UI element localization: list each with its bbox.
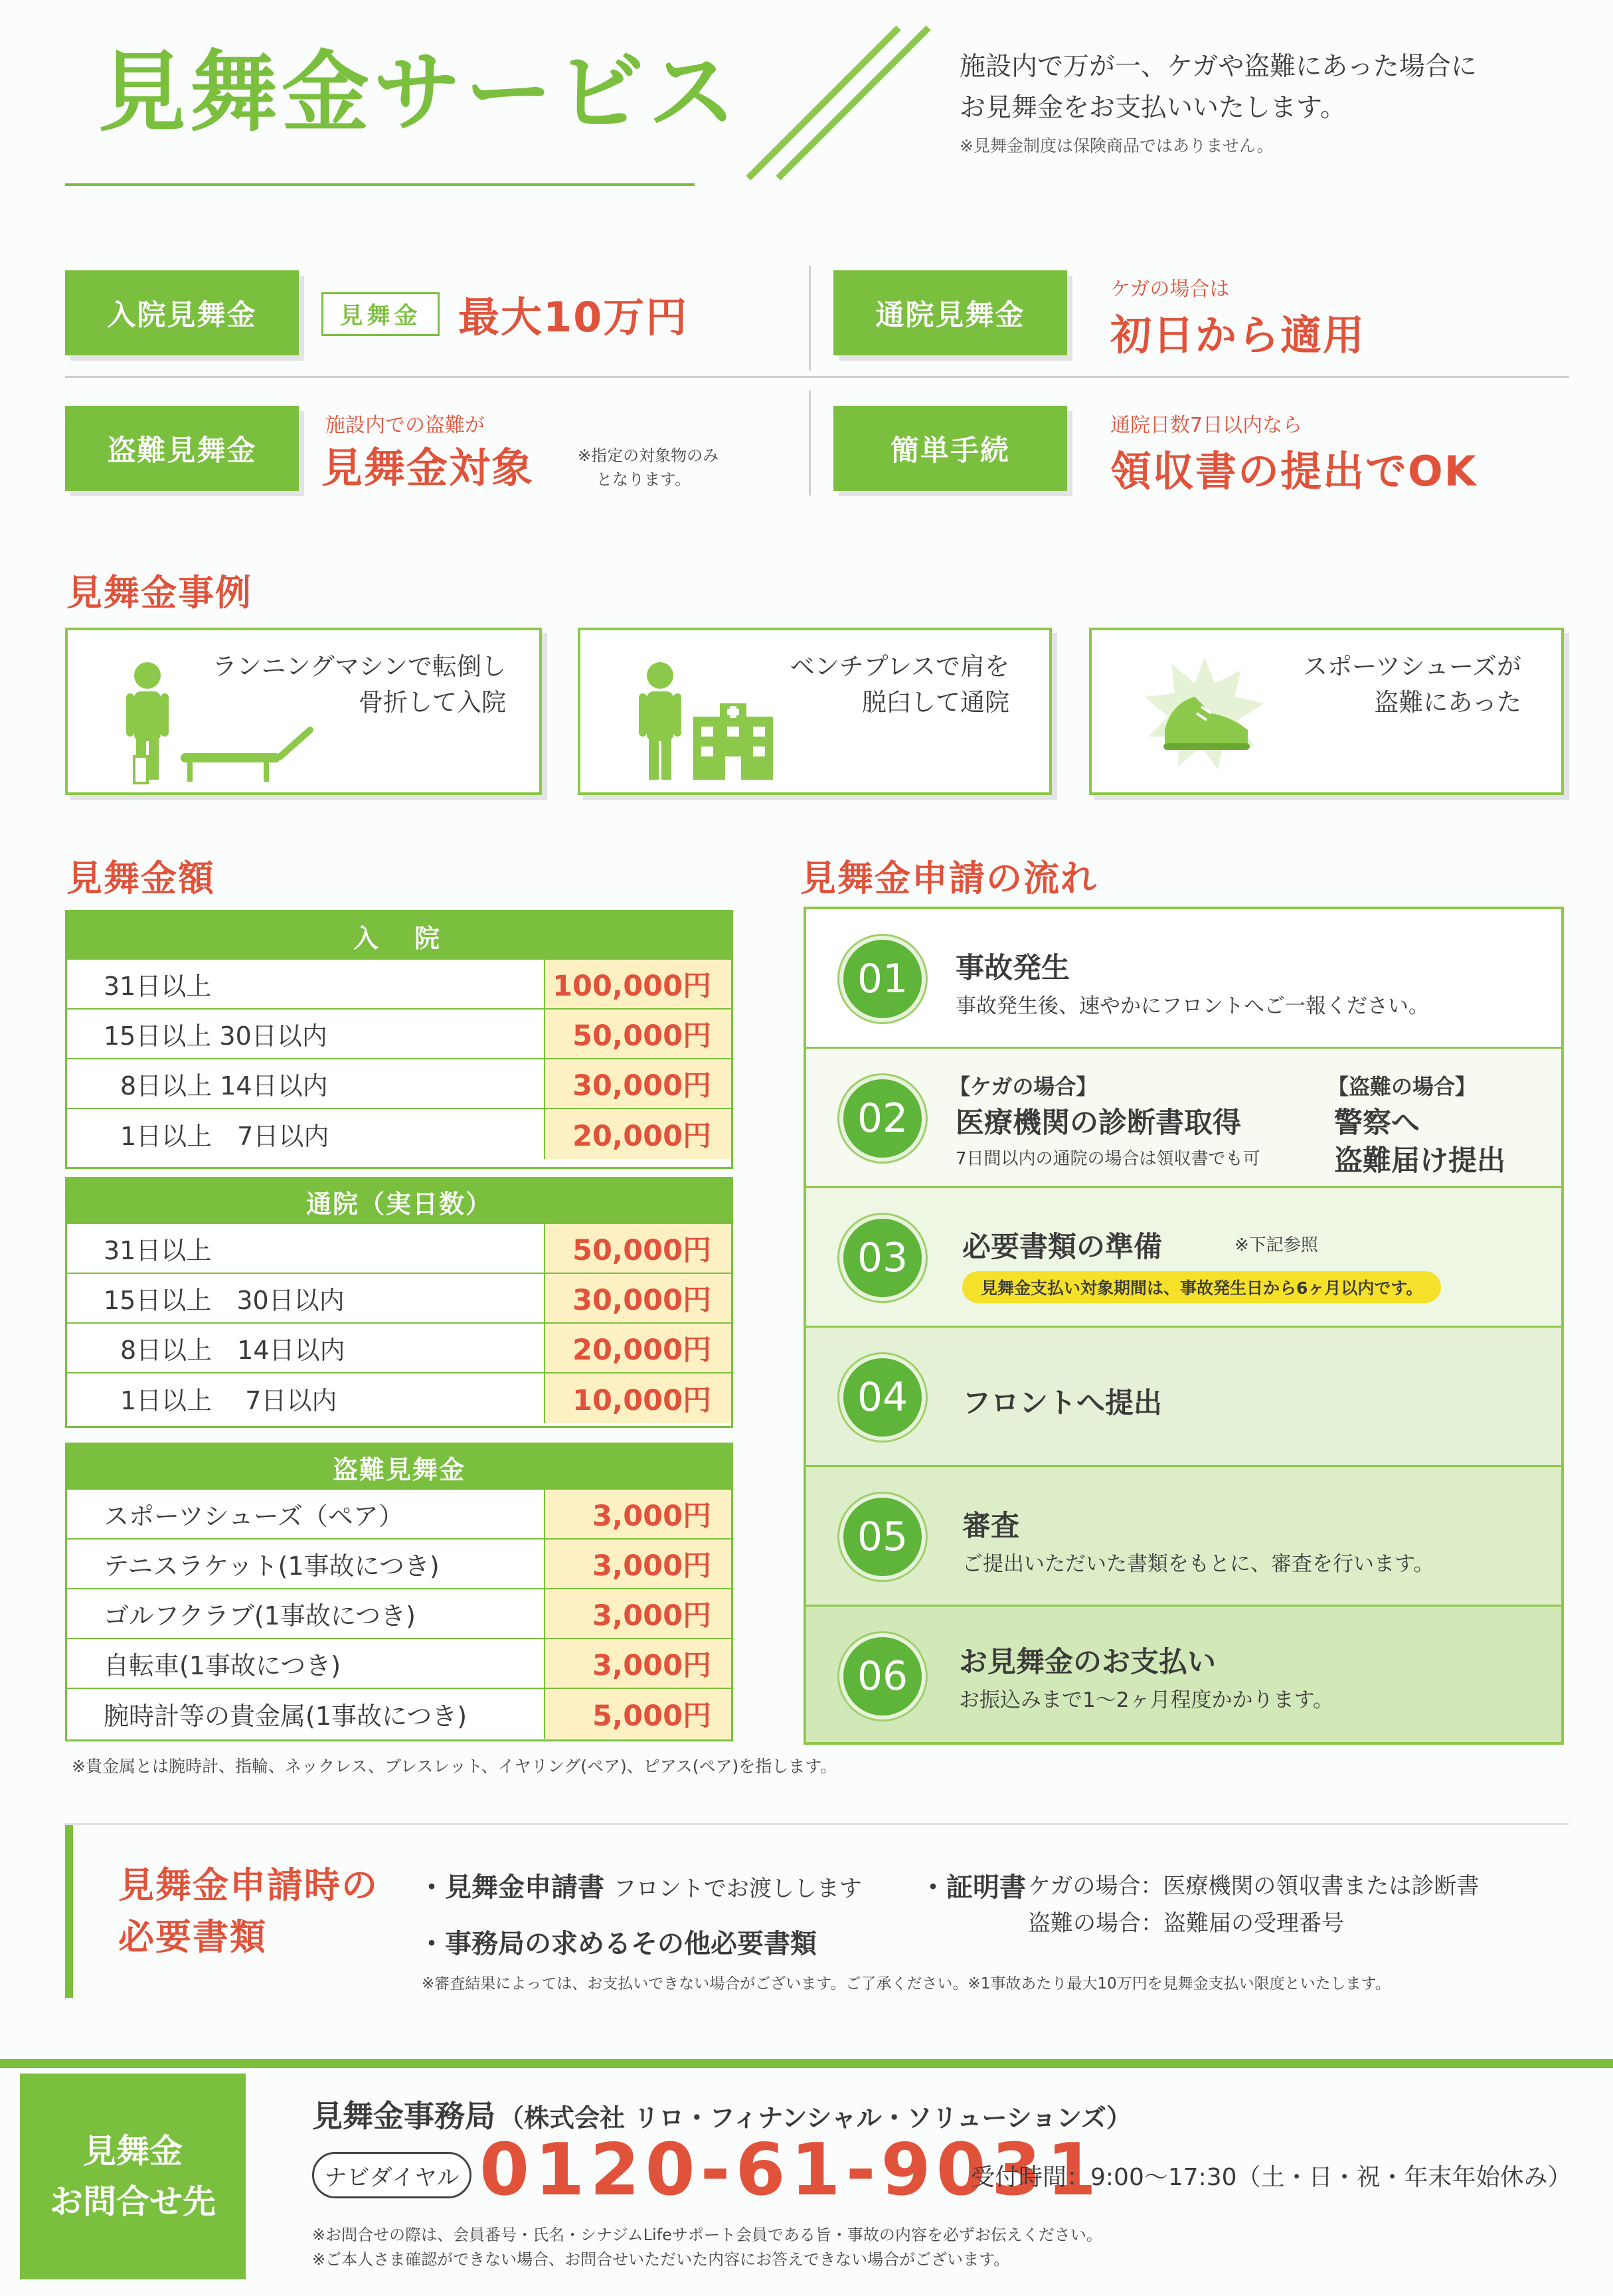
outpatient-amount-table — [65, 1177, 733, 1428]
case-line: ランニングマシンで転倒し — [212, 652, 506, 681]
row-label: 31日以上 — [67, 960, 544, 1008]
item-title: ・見舞金申請書 — [418, 1872, 604, 1903]
application-flow — [804, 907, 1564, 1745]
flow-heading: 見舞金申請の流れ — [800, 857, 1098, 899]
contact-box-line: お問合せ先 — [50, 2182, 216, 2221]
documents-note: ※審査結果によっては、お支払いできない場合がございます。ご了承ください。※1事故あたり最大10万円を見舞金支払い限度といたします。 — [422, 1975, 1391, 1992]
detail-line: 盗難の場合：盗難届の受理番号 — [1028, 1910, 1344, 1937]
item-desc: フロントでお渡しします — [613, 1876, 862, 1902]
step-title: 審査 — [962, 1510, 1019, 1543]
step-desc: お振込みまで1～2ヶ月程度かかります。 — [959, 1688, 1333, 1712]
feature-sub-outpatient: ケガの場合は — [1110, 278, 1230, 301]
step-number: 04 — [839, 1354, 926, 1441]
amounts-heading: 見舞金額 — [66, 857, 215, 899]
row-label: 1日以上 7日以内 — [67, 1373, 544, 1423]
flow-step — [806, 909, 1561, 1049]
feature-value-theft: 見舞金対象 — [321, 444, 535, 492]
case-text — [1303, 649, 1521, 721]
contact-box — [20, 2074, 246, 2279]
row-label: 8日以上 14日以内 — [67, 1324, 544, 1372]
table-row — [67, 1540, 731, 1589]
row-amount: 10,000円 — [544, 1373, 731, 1423]
table-header: 入 院 — [67, 912, 731, 960]
row-amount: 50,000円 — [544, 1224, 731, 1273]
feature-value-easy: 領収書の提出でOK — [1110, 447, 1478, 495]
table-row — [67, 1324, 731, 1373]
contact-band — [0, 2059, 1613, 2068]
row-amount: 50,000円 — [544, 1010, 731, 1058]
step-desc: 事故発生後、速やかにフロントへご一報ください。 — [956, 994, 1429, 1018]
feature-sub-theft: 施設内での盗難が — [325, 414, 485, 437]
documents-heading — [118, 1860, 379, 1963]
row-amount: 3,000円 — [544, 1639, 731, 1688]
documents-divider — [65, 1823, 1569, 1825]
office-name: 見舞金事務局 — [312, 2098, 495, 2134]
feature-divider — [809, 266, 811, 371]
flow-step — [806, 1049, 1561, 1188]
feature-divider — [809, 391, 811, 495]
step-desc: ご提出いただいた書類をもとに、審査を行います。 — [962, 1552, 1434, 1576]
step-number: 06 — [839, 1633, 926, 1720]
case-line: ベンチプレスで肩を — [790, 652, 1009, 681]
row-label: 31日以上 — [67, 1224, 544, 1273]
injury-tag: 【ケガの場合】 — [949, 1074, 1098, 1099]
step-number: 02 — [839, 1075, 926, 1162]
feature-sub-easy: 通院日数7日以内なら — [1110, 414, 1303, 437]
intro-text — [960, 46, 1477, 129]
table-row — [67, 1689, 731, 1739]
note-line: となります。 — [596, 470, 691, 489]
step-number: 05 — [839, 1494, 926, 1580]
company-name: （株式会社 リロ・フィナンシャル・ソリューションズ） — [499, 2103, 1132, 2133]
feature-label-easy: 簡単手続 — [833, 406, 1067, 491]
contact-box-line: 見舞金 — [83, 2132, 183, 2170]
theft-line: 盗難届け提出 — [1334, 1144, 1505, 1178]
case-line: スポーツシューズが — [1303, 652, 1521, 681]
theft-line: 警察へ — [1334, 1106, 1420, 1140]
flow-step — [806, 1328, 1561, 1467]
intro-note: ※見舞金制度は保険商品ではありません。 — [960, 136, 1274, 155]
feature-value-outpatient: 初日から適用 — [1110, 311, 1366, 359]
reception-hours: 受付時間：9:00～17:30（土・日・祝・年末年始休み） — [971, 2164, 1572, 2191]
step-number: 01 — [839, 936, 926, 1022]
row-amount: 20,000円 — [544, 1324, 731, 1372]
detail-line: ケガの場合：医療機関の領収書または診断書 — [1028, 1873, 1480, 1899]
case-line: 骨折して入院 — [359, 688, 506, 717]
case-text — [212, 649, 506, 721]
step-title: 医療機関の診断書取得 — [956, 1106, 1241, 1140]
step-title: フロントへ提出 — [962, 1387, 1162, 1420]
feature-label-hospital: 入院見舞金 — [65, 270, 299, 355]
decorative-slash — [776, 25, 930, 180]
row-label: 腕時計等の貴金属(1事故につき) — [67, 1689, 544, 1739]
amounts-note: ※貴金属とは腕時計、指輪、ネックレス、ブレスレット、イヤリング(ペア)、ピアス(ペア)を指します。 — [72, 1757, 837, 1776]
title-underline — [65, 183, 695, 186]
feature-value-hospital: 最大10万円 — [458, 293, 689, 341]
row-amount: 20,000円 — [544, 1109, 731, 1159]
step-desc: 7日間以内の通院の場合は領収書でも可 — [956, 1149, 1260, 1169]
page-title: 見舞金サービス — [98, 42, 740, 144]
case-line: 盗難にあった — [1374, 688, 1521, 717]
table-row — [67, 1490, 731, 1540]
navi-dial-badge: ナビダイヤル — [312, 2152, 471, 2198]
step-title: 事故発生 — [956, 952, 1070, 985]
row-amount: 3,000円 — [544, 1589, 731, 1638]
step-number: 03 — [839, 1215, 926, 1301]
person-hospital-icon — [627, 657, 800, 790]
table-row — [67, 1224, 731, 1274]
contact-note: ※お問合せの際は、会員番号・氏名・シナジムLifeサポート会員である旨・事故の内容を必ずお伝えください。 — [312, 2226, 1102, 2244]
table-row — [67, 1589, 731, 1639]
row-label: 1日以上 7日以内 — [67, 1109, 544, 1159]
case-text — [790, 649, 1009, 721]
heading-line: 見舞金申請時の — [118, 1864, 379, 1906]
decorative-slash — [746, 25, 900, 180]
flow-step — [806, 1188, 1561, 1328]
row-amount: 3,000円 — [544, 1490, 731, 1538]
row-label: 15日以上 30日以内 — [67, 1274, 544, 1322]
feature-label-outpatient: 通院見舞金 — [833, 270, 1067, 355]
hospital-amount-table — [65, 910, 733, 1169]
note-line: ※指定の対象物のみ — [578, 446, 719, 465]
cases-heading: 見舞金事例 — [66, 572, 252, 614]
document-item — [418, 1866, 862, 1904]
document-item: ・事務局の求めるその他必要書類 — [418, 1929, 817, 1959]
flow-step — [806, 1607, 1561, 1745]
flow-step — [806, 1467, 1561, 1607]
intro-line: お見舞金をお支払いいたします。 — [960, 93, 1346, 123]
case-card — [1089, 628, 1564, 795]
sports-shoe-icon — [1138, 650, 1271, 783]
table-header: 盗難見舞金 — [67, 1445, 731, 1490]
table-row — [67, 960, 731, 1010]
contact-note: ※ご本人さま確認ができない場合、お問合せいただいた内容にお答えできない場合がございます。 — [312, 2250, 1010, 2269]
row-label: テニスラケット(1事故につき) — [67, 1540, 544, 1588]
row-amount: 30,000円 — [544, 1274, 731, 1322]
table-row — [67, 1639, 731, 1689]
table-row — [67, 1059, 731, 1109]
row-label: 15日以上 30日以内 — [67, 1010, 544, 1058]
table-row — [67, 1373, 731, 1423]
phone-number[interactable]: 0120-61-9031 — [479, 2129, 1102, 2212]
step-title: 必要書類の準備 — [962, 1231, 1162, 1264]
theft-amount-table — [65, 1443, 733, 1741]
theft-tag: 【盗難の場合】 — [1327, 1074, 1477, 1099]
documents-accent-bar — [65, 1825, 73, 1998]
step-title: お見舞金のお支払い — [959, 1646, 1216, 1679]
row-label: 自転車(1事故につき) — [67, 1639, 544, 1688]
row-label: スポーツシューズ（ペア） — [67, 1490, 544, 1538]
feature-box-omimaikin: 見舞金 — [321, 292, 440, 336]
row-label: ゴルフクラブ(1事故につき) — [67, 1589, 544, 1638]
highlight-note: 見舞金支払い対象期間は、事故発生日から6ヶ月以内です。 — [962, 1271, 1441, 1303]
table-row — [67, 1274, 731, 1324]
document-item: ・証明書 — [920, 1872, 1026, 1903]
case-card — [578, 628, 1052, 795]
table-row — [67, 1010, 731, 1059]
row-amount: 30,000円 — [544, 1059, 731, 1108]
row-amount: 100,000円 — [544, 960, 731, 1008]
feature-note-theft — [578, 444, 719, 491]
document-item-detail — [1028, 1868, 1479, 1942]
heading-line: 必要書類 — [118, 1916, 267, 1958]
row-amount: 3,000円 — [544, 1540, 731, 1588]
case-card — [65, 628, 542, 795]
case-line: 脱臼して通院 — [862, 688, 1009, 717]
row-label: 8日以上 14日以内 — [67, 1059, 544, 1108]
feature-label-theft: 盗難見舞金 — [65, 406, 299, 491]
table-header: 通院（実日数） — [67, 1179, 731, 1224]
intro-line: 施設内で万が一、ケガや盗難にあった場合に — [960, 52, 1477, 82]
step-ref: ※下記参照 — [1234, 1235, 1318, 1255]
row-amount: 5,000円 — [544, 1689, 731, 1739]
feature-divider — [65, 376, 1569, 378]
table-row — [67, 1109, 731, 1159]
